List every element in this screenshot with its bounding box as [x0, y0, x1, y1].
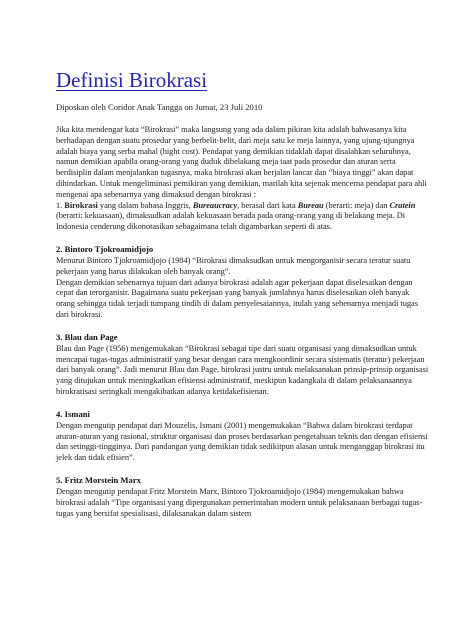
section-1-text-d: (berarti: kekuasaan), dimaksudkan adalah kekuasaan berada pada orang-orang yang di belakang meja. Di Indonesia cenderung dikonotasikan sebagaimana telah digambarkan seperti di atas.: [56, 211, 406, 232]
section-1-number: 1.: [56, 200, 65, 210]
section-4-heading: 4. Ismani: [56, 408, 90, 419]
section-2-heading: 2. Bintoro Tjokroamidjojo: [56, 243, 154, 254]
section-1-paragraph: [56, 201, 430, 233]
section-1-text-b: , berasal dari kata: [237, 200, 298, 210]
term-bureaucracy: Bureaucracy: [192, 200, 238, 210]
section-5: [56, 475, 430, 519]
section-4-text: Dengan mengutip pendapat dari Mouzelis, Ismani (2001) mengemukakan “Bahwa dalam birokrasi terdapat aturan-aturan yang rasional, struktur organisasi dan proses berdasarkan pengetahuan teknis dan dengan efisiensi dan setinggi-tingginya. Dari pandangan yang demikian tidak sedikitpun alasan untuk menganggap birokrasi itu jelek dan tidak efisien”.: [56, 420, 428, 463]
section-4: [56, 409, 430, 464]
section-3-heading: 3. Blau dan Page: [56, 331, 118, 342]
section-5-heading: 5. Fritz Morstein Marx: [56, 474, 141, 485]
post-meta: Diposkan oleh Coridor Anak Tangga on Jumat, 23 Juli 2010: [56, 102, 263, 112]
intro-paragraph: Jika kita mendengar kata “Birokrasi” maka langsung yang ada dalam pikiran kita adalah bahwasanya kita berhadapan dengan suatu prosedur yang berbelit-belit, dari meja satu ke meja lainnya, yang ujung-ujungnya adalah biaya yang serba mahal (hight cost). Pendapat yang demikian tidaklah dapat disalahkan seluruhnya, namun demikian apabila orang-orang yang duduk dibelakang meja taat pada prosedur dan aturan serta berdisiplin dalam menjalankan tugasnya, maka birokrasi akan berjalan lancar dan “biaya tinggi” akan dapat dihindarkan. Untuk mengeliminasi pemikiran yang demikian, marilah kita sejenak mencerna pendapat para ahli mengenai apa sebenarnya yang dimaksud dengan birokrasi :: [56, 125, 427, 199]
section-2-text: Menurut Bintoro Tjokroamidjojo (1984) “Birokrasi dimaksudkan untuk mengorganisir secara teratur suatu pekerjaan yang harus dilakukan oleh banyak orang”.: [56, 255, 411, 276]
term-bureau: Bureau: [297, 200, 324, 210]
section-3-text: Blau dan Page (1956) mengemukakan “Birokrasi sebagai tipe dari suatu organisasi yang dimaksudkan untuk mencapai tugas-tugas administratif yang besar dengan cara mengkoordinir secara sistematis (teratur) pekerjaan dari banyak orang”. Jadi menurut Blau dan Page, birokrasi justru untuk melaksanakan prinsip-prinsip organisasi yang ditujukan untuk meningkatkan efisiensi administratif, meskipun kadangkala di dalam pelaksanaannya birokratisasi seringkali mengakibatkan adanya ketidakefisienan.: [56, 343, 429, 396]
term-cratein: Cratein: [389, 200, 416, 210]
section-1-text-c: (berarti: meja) dan: [323, 200, 390, 210]
section-3: [56, 332, 430, 398]
section-2: [56, 244, 430, 321]
term-birokrasi: Birokrasi: [64, 200, 98, 210]
section-1-text-a: yang dalam bahasa Inggris,: [97, 200, 193, 210]
section-2-text-2: Dengan demikian sebenarnya tujuan dari adanya birokrasi adalah agar pekerjaan dapat diselesaikan dengan cepat dan terorganisir. Bagaimana suatu pekerjaan yang banyak jumlahnya harus diselesaikan oleh banyak orang sehingga tidak terjadi tumpang tindih di dalam penyelesaiannya, itulah yang sebenarnya menjadi tugas dari birokrasi.: [56, 277, 418, 319]
article-title[interactable]: Definisi Birokrasi: [56, 68, 208, 92]
section-5-text: Dengan mengutip pendapat Fritz Morstein Marx, Bintoro Tjokroamidjojo (1984) mengemukakan bahwa birokrasi adalah “Tipe organisasi yang dipergunakan pemerintahan modern untuk pelaksanaan berbagai tugas-tugas yang bersifat spesialisasi, dilaksanakan dalam sistem: [56, 486, 423, 518]
